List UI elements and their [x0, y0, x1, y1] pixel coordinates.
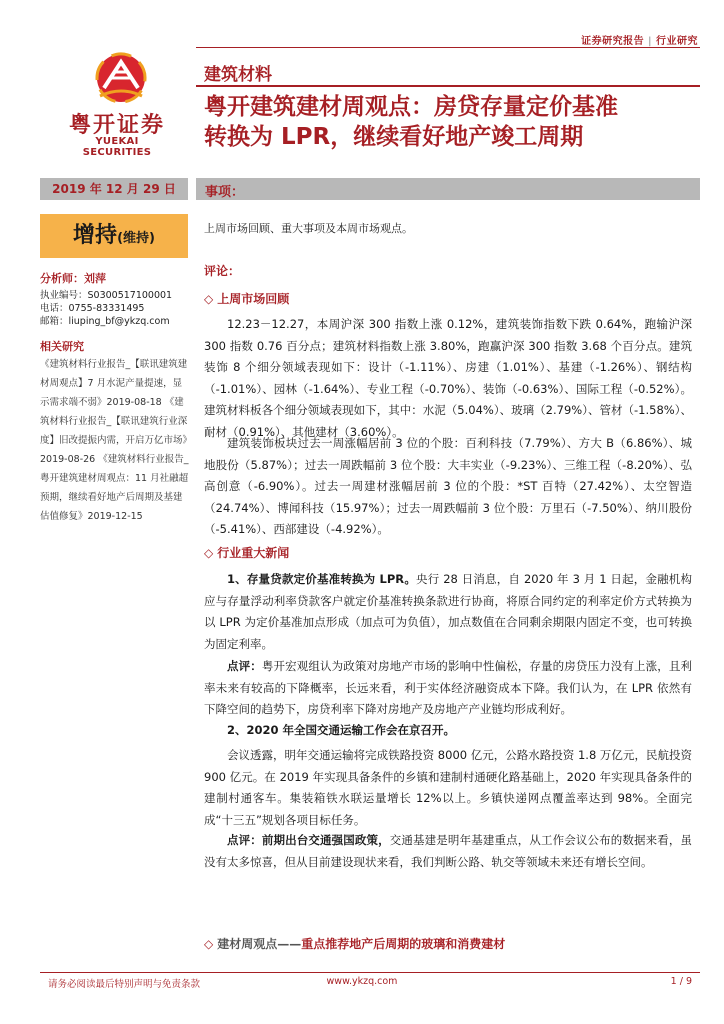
report-subtype: 行业研究	[656, 36, 698, 47]
diamond-icon: ◇	[204, 546, 214, 560]
event-summary: 上周市场回顾、重大事项及本周市场观点。	[204, 222, 413, 235]
section-title-b: 重点推荐地产后周期的玻璃和消费建材	[301, 937, 506, 951]
page-number: 1 / 9	[670, 976, 692, 987]
analyst-name: 分析师：刘萍	[40, 272, 106, 285]
related-research-heading: 相关研究	[40, 340, 84, 353]
section-title: 行业重大新闻	[217, 546, 290, 560]
related-research-list: 《建筑材料行业报告_【联讯建筑建材周观点】7 月水泥产量提速，显示需求端不弱》2019-08-18 《建筑材料行业报告_【联讯建筑行业深度】旧改提振内需，开启万亿市场》2019-08-26 《建筑材料行业报告_粤开建筑建材周观点：11 月社融超预期，继续看好地产后周期及基建估值修复》2019-12-15	[40, 359, 189, 522]
analyst-email: 邮箱：liuping_bf@ykzq.com	[40, 316, 170, 327]
analyst-cert: 执业编号：S0300517100001	[40, 290, 173, 301]
rating-badge	[40, 214, 188, 258]
analyst-phone: 电话：0755-83331495	[40, 303, 145, 314]
comment-1-label: 点评：	[227, 659, 262, 673]
news-item-1	[204, 569, 692, 655]
event-label: 事项：	[205, 185, 245, 200]
header-rule	[196, 47, 700, 48]
comment-2-body: 交通基建是明年基建重点，从工作会议公布的数据来看，虽没有太多惊喜，但从目前建设现状来看，我们判断公路、轨交等领域未来还有增长空间。	[204, 833, 692, 869]
report-title-line1: 粤开建筑建材周观点：房贷存量定价基准	[204, 94, 618, 120]
section-weekly-view	[204, 935, 505, 952]
news-1-body: 央行 28 日消息，自 2020 年 3 月 1 日起，金融机构应与存量浮动利率贷款客户就定价基准转换条款进行协商，将原合同约定的利率定价方式转换为以 LPR 为定价基准加点形成（加点可为负值），加点数值在合同剩余期限内固定不变，也可转换为固定利率。	[204, 572, 692, 651]
comment-1-body: 粤开宏观组认为政策对房地产市场的影响中性偏松，存量的房贷压力没有上涨，且利率未来有较高的下降概率，长远来看，利于实体经济融资成本下降。我们认为，在 LPR 依然有下降空间的趋势下，房贷利率下降对房地产及房地产产业链均形成利好。	[204, 659, 693, 716]
footer-website: www.ykzq.com	[326, 976, 398, 987]
diamond-icon: ◇	[204, 937, 214, 951]
section-industry-news	[204, 544, 289, 561]
footer-rule	[40, 972, 700, 973]
section-market-review	[204, 290, 289, 307]
comment-heading: 评论：	[204, 264, 241, 278]
report-category	[581, 32, 698, 47]
section-title-a: 建材周观点——	[217, 937, 302, 951]
report-title-line2: 转换为 LPR，继续看好地产竣工周期	[204, 124, 584, 150]
logo-cn-text: 粤开证券	[68, 113, 165, 138]
news-item-2	[204, 720, 692, 742]
rating-sub: (维持)	[117, 231, 155, 246]
report-date: 2019 年 12 月 29 日	[40, 178, 188, 200]
news-1-headline: 1、存量贷款定价基准转换为 LPR。	[227, 572, 417, 586]
comment-1	[204, 656, 692, 721]
news-2-headline: 2、2020 年全国交通运输工作会在京召开。	[227, 723, 456, 737]
footer-disclaimer: 请务必阅读最后特别声明与免责条款	[48, 979, 201, 990]
stock-moves-paragraph: 建筑装饰板块过去一周涨幅居前 3 位的个股：百利科技（7.79%）、方大 B（6.86%）、城地股份（5.87%）；过去一周跌幅前 3 位个股：大丰实业（-9.23%）、三维工程（-8.20%）、弘高创意（-6.90%）。过去一周建材涨幅居前 3 位的个股：*ST 百特（27.42%）、太空智造（24.74%）、博闻科技（15.97%）；过去一周跌幅前 3 位个股：万里石（-7.50%）、纳川股份（-5.41%）、西部建设（-4.92%）。	[204, 436, 692, 536]
separator: |	[648, 36, 652, 47]
event-bar	[196, 178, 700, 200]
sector-label: 建筑材料	[204, 65, 272, 85]
sector-rule	[196, 85, 700, 87]
report-type: 证券研究报告	[581, 36, 645, 47]
section-title: 上周市场回顾	[217, 292, 290, 306]
comment-2	[204, 830, 692, 873]
comment-2-label: 点评：前期出台交通强国政策，	[227, 833, 390, 847]
rating-main: 增持	[73, 223, 118, 248]
logo-en-text: YUEKAI SECURITIES	[82, 136, 152, 158]
diamond-icon: ◇	[204, 292, 214, 306]
news-2-body: 会议透露，明年交通运输将完成铁路投资 8000 亿元，公路水路投资 1.8 万亿元，民航投资 900 亿元。在 2019 年实现具备条件的乡镇和建制村通硬化路基础上，2020 年实现具备条件的建制村通客车。集装箱铁水联运量增长 12%以上。乡镇快递网点覆盖率达到 98%。全面完成“十三五”规划各项目标任务。	[204, 748, 692, 827]
market-review-paragraph: 12.23－12.27，本周沪深 300 指数上涨 0.12%，建筑装饰指数下跌 0.64%，跑输沪深 300 指数 0.76 百分点；建筑材料指数上涨 3.80%，跑赢沪深 300 指数 3.68 个百分点。建筑装饰 8 个细分领域表现如下：设计（-1.11%）、房建（1.01%）、基建（-1.26%）、钢结构（-1.01%）、园林（-1.64%）、专业工程（-0.70%）、装饰（-0.63%）、国际工程（-0.52%）。建筑材料板各个细分领域表现如下，其中：水泥（5.04%）、玻璃（2.79%）、管材（-1.58%）、耐材（0.91%）、其他建材（3.60%）。	[204, 317, 692, 439]
